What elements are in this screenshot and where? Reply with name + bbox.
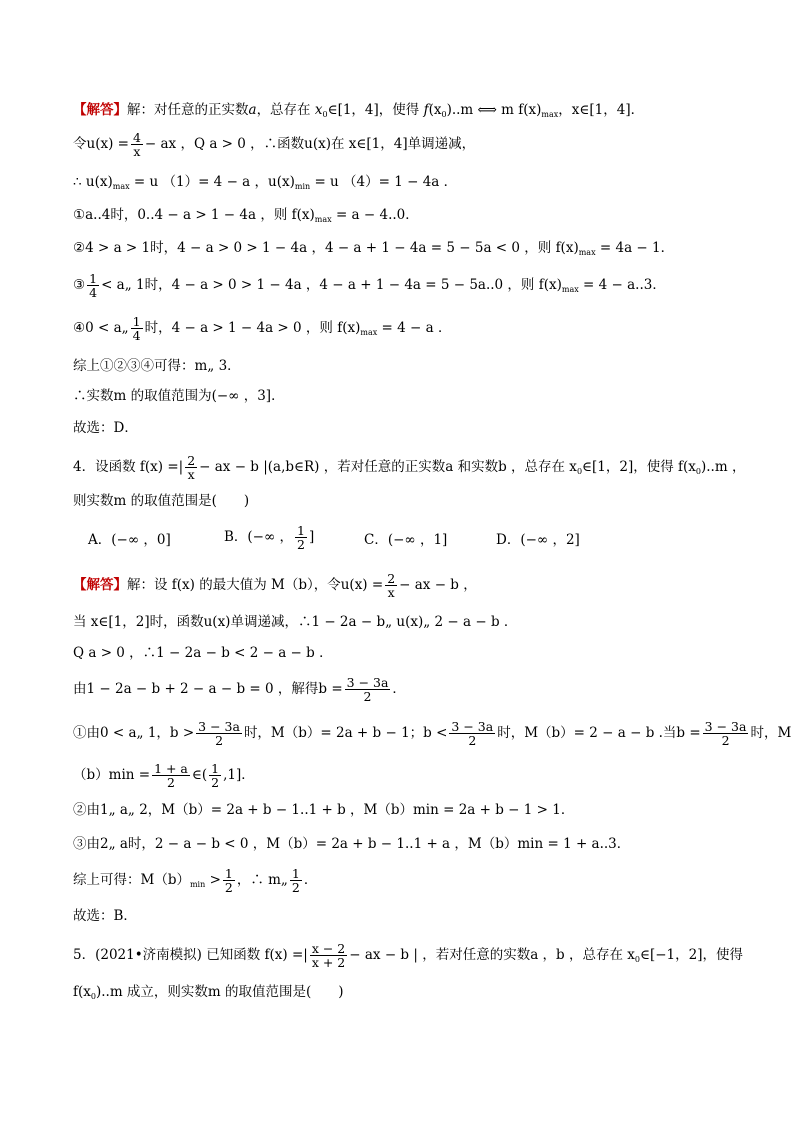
case-4: ④0 < a„ $\frac{1}{4}$ 时，4 − a > 1 − 4a > 0 ，则 $f(x)_{max} = 4 - a$ ． [73, 314, 452, 343]
q4-solution-line-2: 当 x∈[1，2]时，函数u(x)单调递减，∴1 − 2a − b„ u(x)„ 2 − a − b ． [73, 614, 518, 630]
q4-solution-case-1-cont: （b）min = $\frac{1 + a}{2}$ ∈( $\frac{1}{2}$ ,1]． [73, 761, 255, 790]
prev-solution-line-3: ∴ $u(x)_{max} = u$ （1）= 4 − a ，$u(x)_{min} = u$ （4）= 1 − 4a ． [73, 174, 458, 191]
range-line: ∴实数m 的取值范围为(−∞ ，3]． [73, 388, 285, 404]
summary-line: 综上①②③④可得：m„ 3． [73, 358, 241, 374]
q4-stem-line-2: 则实数m 的取值范围是( ) [73, 493, 250, 509]
q4-option-c: C．(−∞ ，1] [364, 532, 448, 548]
case-1: ①a..4时，0..4 − a > 1 − 4a ，则 $f(x)_{max} = a - 4..0$． [73, 207, 419, 224]
case-3: ③ $\frac{1}{4}$ < a„ 1时，4 − a > 0 > 1 − 4a ，4 − a + 1 − 4a = 5 − 5a..0 ，则 $f(x)_{max} = 4 - a..3$． [73, 271, 666, 300]
solution-tag: 【解答】 [73, 102, 127, 118]
q4-solution-case-1: ①由0 < a„ 1，b > $\frac{3 - 3a}{2}$ 时，M（b）= 2a + b − 1；b < $\frac{3 - 3a}{2}$ 时，M（b）= 2 − a − b .当b = $\frac{3 - 3a}{2}$ 时，M [73, 719, 792, 748]
q5-stem-line-1: 5．(2021•济南模拟) 已知函数 f(x) =| $\frac{x - 2}{x + 2}$ − ax − b | ，若对任意的实数a ，b ，总存在 $x_0\in[-1$，2]，使得 [73, 941, 743, 970]
choice-line-b: 故选：B． [73, 908, 137, 924]
q4-solution-summary: 综上可得：$M(b)_{min}$ > $\frac{1}{2}$ ，∴ m„ $\frac{1}{2}$ ． [73, 866, 318, 895]
q4-solution-case-3: ③由2„ a时，2 − a − b < 0 ，M（b）= 2a + b − 1..1 + a ，M（b）min = 1 + a..3． [73, 836, 631, 852]
q5-stem-line-2: $f(x_0)..m$ 成立，则实数m 的取值范围是( ) [73, 984, 344, 1001]
case-2: ②4 > a > 1时，4 − a > 0 > 1 − 4a ，4 − a + 1 − 4a = 5 − 5a < 0 ，则 $f(x)_{max} = 4a - 1$． [73, 240, 675, 257]
q4-solution-line-3: Q a > 0 ，∴1 − 2a − b < 2 − a − b ． [73, 645, 333, 661]
q4-option-b: B．(−∞ ， $\frac{1}{2}$ ] [224, 523, 315, 552]
q4-stem-line-1: 4．设函数 f(x) =| $\frac{2}{x}$ − ax − b |(a,b∈R) ，若对任意的正实数a 和实数b ，总存在 $x_0\in[1$，2]，使得 $f(x_0)..m$ ， [73, 453, 746, 482]
q4-solution-line-1: 【解答】解：设 f(x) 的最大值为 M（b），令u(x) = $\frac{2}{x}$ − ax − b ， [73, 571, 477, 600]
prev-solution-line-2: 令u(x) = $\frac{4}{x}$ − ax ，Q a > 0 ，∴函数u(x)在 x∈[1，4]单调递减， [73, 130, 476, 159]
prev-solution-line-1: 【解答】解：对任意的正实数a，总存在 $x_0\in[1$，4]，使得 $f(x_0)..m$ ⟺ m $f(x)_{max}$，x∈[1，4]． [73, 102, 645, 119]
q4-solution-case-2: ②由1„ a„ 2，M（b）= 2a + b − 1..1 + b ，M（b）min = 2a + b − 1 > 1． [73, 802, 575, 818]
q4-option-d: D．(−∞ ，2] [496, 532, 580, 548]
choice-line-d: 故选：D． [73, 420, 138, 436]
q4-solution-line-4: 由1 − 2a − b + 2 − a − b = 0 ，解得b = $\frac{3 - 3a}{2}$ ． [73, 675, 406, 704]
fraction: $\frac{4}{x}$ [132, 130, 141, 159]
q4-option-a: A．(−∞ ，0] [88, 532, 171, 548]
